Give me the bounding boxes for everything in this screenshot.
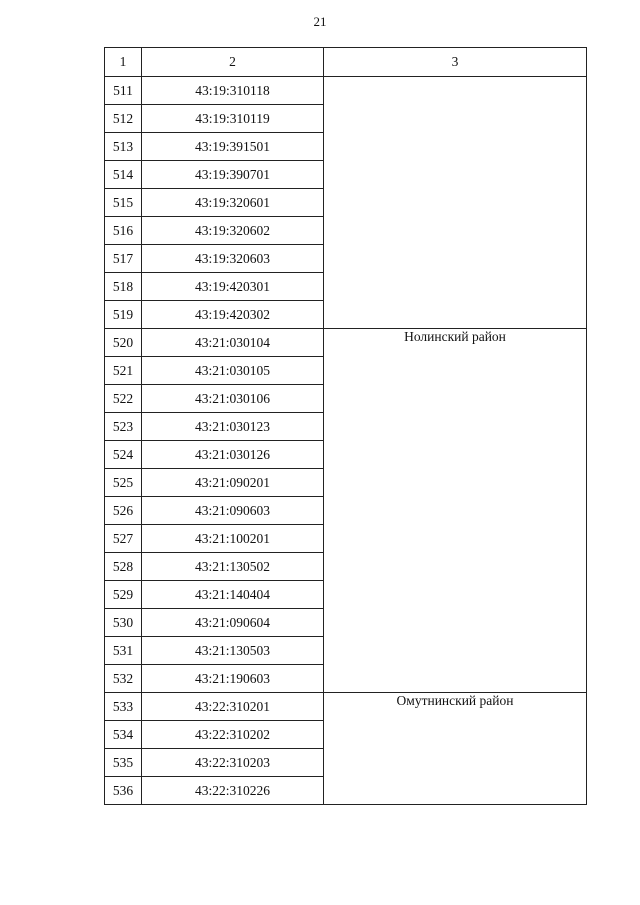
- row-number: 530: [105, 609, 142, 637]
- row-number: 534: [105, 721, 142, 749]
- row-number: 526: [105, 497, 142, 525]
- cadastral-code: 43:21:030104: [142, 329, 324, 357]
- cadastral-code: 43:21:030106: [142, 385, 324, 413]
- cadastral-table: [104, 47, 587, 805]
- header-col-2: 2: [142, 48, 324, 77]
- district-name: Омутнинский район: [324, 693, 587, 805]
- cadastral-code: 43:21:030105: [142, 357, 324, 385]
- cadastral-code: 43:19:320602: [142, 217, 324, 245]
- header-col-3: 3: [324, 48, 587, 77]
- row-number: 515: [105, 189, 142, 217]
- district-name: Нолинский район: [324, 329, 587, 693]
- cadastral-code: 43:19:391501: [142, 133, 324, 161]
- table-body: [105, 48, 587, 805]
- page-number: 21: [313, 14, 327, 29]
- row-number: 525: [105, 469, 142, 497]
- row-number: 518: [105, 273, 142, 301]
- cadastral-code: 43:21:130502: [142, 553, 324, 581]
- cadastral-code: 43:19:390701: [142, 161, 324, 189]
- row-number: 511: [105, 77, 142, 105]
- row-number: 516: [105, 217, 142, 245]
- row-number: 532: [105, 665, 142, 693]
- row-number: 520: [105, 329, 142, 357]
- row-number: 527: [105, 525, 142, 553]
- row-number: 533: [105, 693, 142, 721]
- cadastral-code: 43:21:100201: [142, 525, 324, 553]
- cadastral-code: 43:22:310203: [142, 749, 324, 777]
- cadastral-code: 43:21:140404: [142, 581, 324, 609]
- row-number: 529: [105, 581, 142, 609]
- cadastral-code: 43:19:320603: [142, 245, 324, 273]
- row-number: 513: [105, 133, 142, 161]
- cadastral-code: 43:19:420301: [142, 273, 324, 301]
- cadastral-code: 43:19:420302: [142, 301, 324, 329]
- cadastral-code: 43:21:090201: [142, 469, 324, 497]
- row-number: 522: [105, 385, 142, 413]
- row-number: 519: [105, 301, 142, 329]
- row-number: 521: [105, 357, 142, 385]
- table-row: [105, 77, 587, 105]
- table-row: [105, 693, 587, 721]
- district-name: [324, 77, 587, 329]
- row-number: 512: [105, 105, 142, 133]
- row-number: 517: [105, 245, 142, 273]
- cadastral-code: 43:21:190603: [142, 665, 324, 693]
- row-number: 528: [105, 553, 142, 581]
- row-number: 523: [105, 413, 142, 441]
- row-number: 531: [105, 637, 142, 665]
- cadastral-code: 43:19:320601: [142, 189, 324, 217]
- cadastral-code: 43:19:310119: [142, 105, 324, 133]
- row-number: 524: [105, 441, 142, 469]
- cadastral-code: 43:22:310202: [142, 721, 324, 749]
- row-number: 535: [105, 749, 142, 777]
- header-col-1: 1: [105, 48, 142, 77]
- table-row: [105, 329, 587, 357]
- cadastral-code: 43:21:130503: [142, 637, 324, 665]
- row-number: 514: [105, 161, 142, 189]
- cadastral-code: 43:21:090604: [142, 609, 324, 637]
- row-number: 536: [105, 777, 142, 805]
- cadastral-code: 43:21:030126: [142, 441, 324, 469]
- cadastral-code: 43:22:310226: [142, 777, 324, 805]
- cadastral-code: 43:22:310201: [142, 693, 324, 721]
- cadastral-code: 43:19:310118: [142, 77, 324, 105]
- cadastral-code: 43:21:030123: [142, 413, 324, 441]
- table-header-row: [105, 48, 587, 77]
- cadastral-code: 43:21:090603: [142, 497, 324, 525]
